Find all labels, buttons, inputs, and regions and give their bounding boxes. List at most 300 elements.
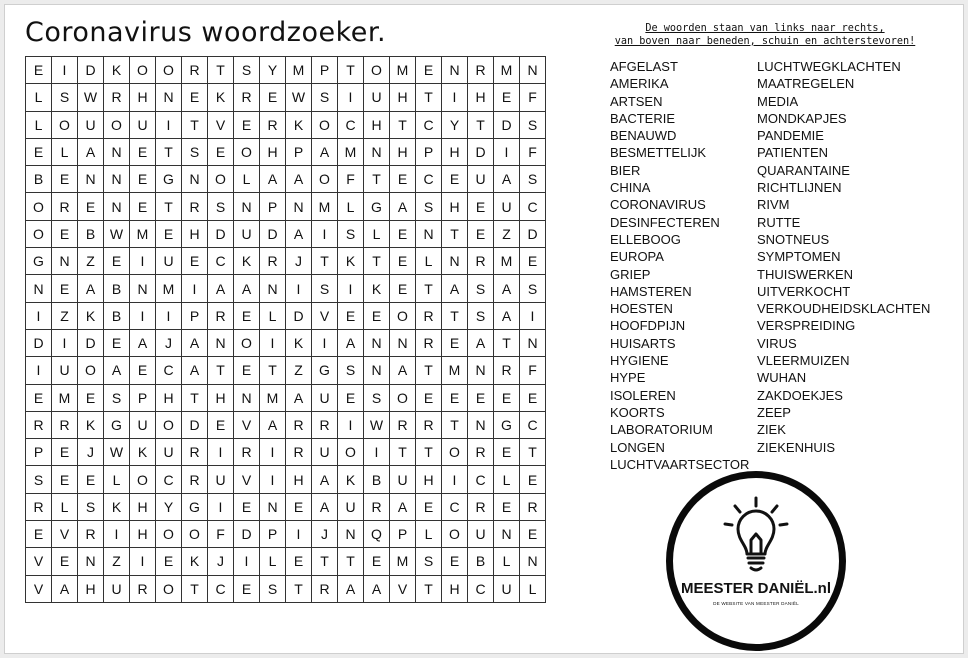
- grid-cell[interactable]: A: [286, 384, 312, 411]
- grid-cell[interactable]: O: [442, 521, 468, 548]
- grid-cell[interactable]: D: [182, 411, 208, 438]
- grid-cell[interactable]: I: [26, 302, 52, 329]
- grid-cell[interactable]: R: [312, 575, 338, 602]
- grid-cell[interactable]: N: [338, 521, 364, 548]
- grid-cell[interactable]: R: [286, 439, 312, 466]
- grid-cell[interactable]: A: [312, 493, 338, 520]
- grid-cell[interactable]: E: [130, 357, 156, 384]
- grid-cell[interactable]: K: [208, 84, 234, 111]
- grid-cell[interactable]: R: [26, 493, 52, 520]
- grid-cell[interactable]: U: [234, 220, 260, 247]
- grid-cell[interactable]: P: [390, 521, 416, 548]
- grid-cell[interactable]: R: [130, 575, 156, 602]
- grid-cell[interactable]: T: [364, 248, 390, 275]
- grid-cell[interactable]: B: [104, 302, 130, 329]
- grid-cell[interactable]: V: [234, 466, 260, 493]
- grid-cell[interactable]: E: [234, 302, 260, 329]
- grid-cell[interactable]: S: [26, 466, 52, 493]
- grid-cell[interactable]: U: [130, 411, 156, 438]
- grid-cell[interactable]: R: [468, 248, 494, 275]
- grid-cell[interactable]: Y: [260, 57, 286, 84]
- grid-cell[interactable]: N: [364, 329, 390, 356]
- grid-cell[interactable]: M: [494, 248, 520, 275]
- grid-cell[interactable]: H: [468, 84, 494, 111]
- grid-cell[interactable]: T: [312, 548, 338, 575]
- grid-cell[interactable]: S: [520, 111, 546, 138]
- grid-cell[interactable]: O: [156, 411, 182, 438]
- grid-cell[interactable]: E: [182, 84, 208, 111]
- grid-cell[interactable]: E: [234, 357, 260, 384]
- grid-cell[interactable]: R: [26, 411, 52, 438]
- grid-cell[interactable]: R: [390, 411, 416, 438]
- grid-cell[interactable]: O: [156, 57, 182, 84]
- grid-cell[interactable]: L: [260, 302, 286, 329]
- grid-cell[interactable]: E: [442, 548, 468, 575]
- grid-cell[interactable]: O: [130, 57, 156, 84]
- grid-cell[interactable]: D: [234, 521, 260, 548]
- grid-cell[interactable]: T: [416, 357, 442, 384]
- grid-cell[interactable]: R: [234, 84, 260, 111]
- grid-cell[interactable]: A: [390, 493, 416, 520]
- grid-cell[interactable]: C: [468, 575, 494, 602]
- grid-cell[interactable]: E: [416, 57, 442, 84]
- grid-cell[interactable]: V: [26, 548, 52, 575]
- grid-cell[interactable]: R: [260, 111, 286, 138]
- grid-cell[interactable]: I: [130, 302, 156, 329]
- grid-cell[interactable]: R: [312, 411, 338, 438]
- grid-cell[interactable]: E: [520, 466, 546, 493]
- grid-cell[interactable]: M: [286, 57, 312, 84]
- grid-cell[interactable]: N: [442, 248, 468, 275]
- grid-cell[interactable]: S: [260, 575, 286, 602]
- grid-cell[interactable]: N: [260, 493, 286, 520]
- grid-cell[interactable]: E: [390, 275, 416, 302]
- grid-cell[interactable]: I: [286, 275, 312, 302]
- grid-cell[interactable]: M: [390, 57, 416, 84]
- grid-cell[interactable]: I: [208, 493, 234, 520]
- grid-cell[interactable]: P: [260, 521, 286, 548]
- grid-cell[interactable]: W: [104, 439, 130, 466]
- grid-cell[interactable]: H: [182, 220, 208, 247]
- grid-cell[interactable]: E: [286, 493, 312, 520]
- grid-cell[interactable]: E: [26, 384, 52, 411]
- grid-cell[interactable]: E: [234, 575, 260, 602]
- grid-cell[interactable]: E: [208, 411, 234, 438]
- grid-cell[interactable]: I: [130, 548, 156, 575]
- grid-cell[interactable]: N: [364, 357, 390, 384]
- grid-cell[interactable]: L: [494, 548, 520, 575]
- grid-cell[interactable]: H: [442, 575, 468, 602]
- grid-cell[interactable]: T: [182, 575, 208, 602]
- grid-cell[interactable]: T: [520, 439, 546, 466]
- grid-cell[interactable]: P: [312, 57, 338, 84]
- grid-cell[interactable]: D: [494, 111, 520, 138]
- grid-cell[interactable]: J: [286, 248, 312, 275]
- grid-cell[interactable]: D: [78, 57, 104, 84]
- grid-cell[interactable]: I: [260, 466, 286, 493]
- grid-cell[interactable]: O: [234, 138, 260, 165]
- grid-cell[interactable]: N: [520, 57, 546, 84]
- grid-cell[interactable]: E: [520, 521, 546, 548]
- grid-cell[interactable]: E: [494, 493, 520, 520]
- grid-cell[interactable]: E: [442, 384, 468, 411]
- grid-cell[interactable]: E: [364, 302, 390, 329]
- grid-cell[interactable]: N: [78, 548, 104, 575]
- grid-cell[interactable]: O: [390, 302, 416, 329]
- grid-cell[interactable]: I: [442, 466, 468, 493]
- grid-cell[interactable]: O: [26, 193, 52, 220]
- grid-cell[interactable]: T: [156, 193, 182, 220]
- grid-cell[interactable]: I: [520, 302, 546, 329]
- grid-cell[interactable]: C: [208, 248, 234, 275]
- grid-cell[interactable]: A: [260, 166, 286, 193]
- grid-cell[interactable]: E: [52, 220, 78, 247]
- grid-cell[interactable]: I: [156, 111, 182, 138]
- grid-cell[interactable]: R: [416, 329, 442, 356]
- grid-cell[interactable]: T: [364, 166, 390, 193]
- grid-cell[interactable]: A: [338, 329, 364, 356]
- grid-cell[interactable]: F: [520, 357, 546, 384]
- grid-cell[interactable]: U: [156, 248, 182, 275]
- grid-cell[interactable]: G: [364, 193, 390, 220]
- grid-cell[interactable]: A: [260, 411, 286, 438]
- grid-cell[interactable]: M: [312, 193, 338, 220]
- grid-cell[interactable]: S: [416, 193, 442, 220]
- grid-cell[interactable]: C: [208, 575, 234, 602]
- grid-cell[interactable]: H: [130, 521, 156, 548]
- grid-cell[interactable]: E: [26, 57, 52, 84]
- grid-cell[interactable]: A: [468, 329, 494, 356]
- grid-cell[interactable]: L: [52, 138, 78, 165]
- grid-cell[interactable]: N: [390, 329, 416, 356]
- grid-cell[interactable]: L: [52, 493, 78, 520]
- grid-cell[interactable]: U: [468, 166, 494, 193]
- grid-cell[interactable]: B: [104, 275, 130, 302]
- grid-cell[interactable]: A: [104, 357, 130, 384]
- grid-cell[interactable]: C: [338, 111, 364, 138]
- grid-cell[interactable]: C: [520, 411, 546, 438]
- grid-cell[interactable]: B: [364, 466, 390, 493]
- grid-cell[interactable]: H: [390, 138, 416, 165]
- grid-cell[interactable]: C: [468, 466, 494, 493]
- grid-cell[interactable]: O: [312, 111, 338, 138]
- grid-cell[interactable]: M: [260, 384, 286, 411]
- grid-cell[interactable]: S: [520, 166, 546, 193]
- grid-cell[interactable]: E: [442, 329, 468, 356]
- grid-cell[interactable]: E: [468, 193, 494, 220]
- grid-cell[interactable]: B: [26, 166, 52, 193]
- grid-cell[interactable]: L: [416, 521, 442, 548]
- grid-cell[interactable]: M: [130, 220, 156, 247]
- grid-cell[interactable]: R: [52, 411, 78, 438]
- grid-cell[interactable]: I: [286, 521, 312, 548]
- grid-cell[interactable]: K: [130, 439, 156, 466]
- grid-cell[interactable]: E: [130, 193, 156, 220]
- grid-cell[interactable]: H: [416, 466, 442, 493]
- grid-cell[interactable]: R: [286, 411, 312, 438]
- grid-cell[interactable]: E: [338, 302, 364, 329]
- grid-cell[interactable]: E: [52, 275, 78, 302]
- grid-cell[interactable]: E: [78, 384, 104, 411]
- grid-cell[interactable]: A: [494, 302, 520, 329]
- grid-cell[interactable]: D: [520, 220, 546, 247]
- grid-cell[interactable]: E: [338, 384, 364, 411]
- grid-cell[interactable]: L: [520, 575, 546, 602]
- grid-cell[interactable]: Z: [52, 302, 78, 329]
- grid-cell[interactable]: O: [78, 357, 104, 384]
- grid-cell[interactable]: S: [52, 84, 78, 111]
- grid-cell[interactable]: S: [208, 193, 234, 220]
- grid-cell[interactable]: I: [234, 548, 260, 575]
- grid-cell[interactable]: W: [364, 411, 390, 438]
- grid-cell[interactable]: N: [156, 84, 182, 111]
- grid-cell[interactable]: U: [364, 84, 390, 111]
- grid-cell[interactable]: V: [390, 575, 416, 602]
- grid-cell[interactable]: T: [468, 111, 494, 138]
- grid-cell[interactable]: P: [416, 138, 442, 165]
- grid-cell[interactable]: I: [364, 439, 390, 466]
- grid-cell[interactable]: N: [520, 548, 546, 575]
- grid-cell[interactable]: E: [468, 384, 494, 411]
- grid-cell[interactable]: D: [286, 302, 312, 329]
- grid-cell[interactable]: T: [390, 111, 416, 138]
- grid-cell[interactable]: R: [364, 493, 390, 520]
- grid-cell[interactable]: L: [364, 220, 390, 247]
- grid-cell[interactable]: O: [156, 575, 182, 602]
- grid-cell[interactable]: E: [390, 220, 416, 247]
- grid-cell[interactable]: I: [52, 329, 78, 356]
- grid-cell[interactable]: H: [364, 111, 390, 138]
- grid-cell[interactable]: K: [338, 466, 364, 493]
- grid-cell[interactable]: L: [260, 548, 286, 575]
- grid-cell[interactable]: S: [520, 275, 546, 302]
- grid-cell[interactable]: A: [234, 275, 260, 302]
- grid-cell[interactable]: S: [234, 57, 260, 84]
- grid-cell[interactable]: W: [286, 84, 312, 111]
- grid-cell[interactable]: K: [234, 248, 260, 275]
- grid-cell[interactable]: L: [338, 193, 364, 220]
- grid-cell[interactable]: H: [208, 384, 234, 411]
- grid-cell[interactable]: O: [364, 57, 390, 84]
- grid-cell[interactable]: M: [442, 357, 468, 384]
- grid-cell[interactable]: J: [312, 521, 338, 548]
- grid-cell[interactable]: N: [208, 329, 234, 356]
- grid-cell[interactable]: E: [52, 166, 78, 193]
- grid-cell[interactable]: S: [312, 84, 338, 111]
- grid-cell[interactable]: E: [234, 111, 260, 138]
- grid-cell[interactable]: S: [416, 548, 442, 575]
- grid-cell[interactable]: L: [26, 84, 52, 111]
- grid-cell[interactable]: N: [520, 329, 546, 356]
- grid-cell[interactable]: N: [78, 166, 104, 193]
- grid-cell[interactable]: R: [182, 193, 208, 220]
- grid-cell[interactable]: W: [78, 84, 104, 111]
- grid-cell[interactable]: T: [182, 384, 208, 411]
- grid-cell[interactable]: I: [338, 275, 364, 302]
- grid-cell[interactable]: R: [234, 439, 260, 466]
- grid-cell[interactable]: F: [338, 166, 364, 193]
- grid-cell[interactable]: N: [494, 521, 520, 548]
- grid-cell[interactable]: N: [468, 357, 494, 384]
- grid-cell[interactable]: B: [78, 220, 104, 247]
- grid-cell[interactable]: V: [208, 111, 234, 138]
- grid-cell[interactable]: T: [338, 548, 364, 575]
- grid-cell[interactable]: A: [390, 193, 416, 220]
- grid-cell[interactable]: U: [390, 466, 416, 493]
- grid-cell[interactable]: H: [78, 575, 104, 602]
- grid-cell[interactable]: C: [442, 493, 468, 520]
- grid-cell[interactable]: L: [26, 111, 52, 138]
- grid-cell[interactable]: V: [234, 411, 260, 438]
- grid-cell[interactable]: E: [182, 248, 208, 275]
- grid-cell[interactable]: S: [364, 384, 390, 411]
- grid-cell[interactable]: A: [52, 575, 78, 602]
- grid-cell[interactable]: O: [104, 111, 130, 138]
- grid-cell[interactable]: R: [468, 57, 494, 84]
- grid-cell[interactable]: H: [130, 493, 156, 520]
- grid-cell[interactable]: Z: [78, 248, 104, 275]
- grid-cell[interactable]: K: [364, 275, 390, 302]
- grid-cell[interactable]: V: [312, 302, 338, 329]
- grid-cell[interactable]: N: [286, 193, 312, 220]
- grid-cell[interactable]: H: [260, 138, 286, 165]
- grid-cell[interactable]: K: [286, 111, 312, 138]
- grid-cell[interactable]: I: [26, 357, 52, 384]
- grid-cell[interactable]: C: [156, 357, 182, 384]
- grid-cell[interactable]: N: [182, 166, 208, 193]
- grid-cell[interactable]: P: [260, 193, 286, 220]
- grid-cell[interactable]: I: [494, 138, 520, 165]
- grid-cell[interactable]: G: [182, 493, 208, 520]
- grid-cell[interactable]: E: [26, 138, 52, 165]
- grid-cell[interactable]: G: [156, 166, 182, 193]
- grid-cell[interactable]: E: [52, 548, 78, 575]
- grid-cell[interactable]: A: [182, 357, 208, 384]
- grid-cell[interactable]: T: [494, 329, 520, 356]
- grid-cell[interactable]: E: [52, 439, 78, 466]
- grid-cell[interactable]: E: [494, 384, 520, 411]
- grid-cell[interactable]: S: [182, 138, 208, 165]
- grid-cell[interactable]: C: [520, 193, 546, 220]
- grid-cell[interactable]: O: [156, 521, 182, 548]
- grid-cell[interactable]: E: [130, 138, 156, 165]
- grid-cell[interactable]: E: [286, 548, 312, 575]
- grid-cell[interactable]: I: [156, 302, 182, 329]
- grid-cell[interactable]: E: [260, 84, 286, 111]
- grid-cell[interactable]: A: [182, 329, 208, 356]
- grid-cell[interactable]: T: [260, 357, 286, 384]
- grid-cell[interactable]: I: [338, 84, 364, 111]
- grid-cell[interactable]: L: [104, 466, 130, 493]
- grid-cell[interactable]: W: [104, 220, 130, 247]
- grid-cell[interactable]: G: [104, 411, 130, 438]
- grid-cell[interactable]: U: [312, 439, 338, 466]
- grid-cell[interactable]: T: [208, 57, 234, 84]
- grid-cell[interactable]: A: [286, 166, 312, 193]
- grid-cell[interactable]: I: [338, 411, 364, 438]
- grid-cell[interactable]: N: [104, 193, 130, 220]
- grid-cell[interactable]: N: [26, 275, 52, 302]
- grid-cell[interactable]: K: [182, 548, 208, 575]
- grid-cell[interactable]: E: [520, 248, 546, 275]
- grid-cell[interactable]: I: [130, 248, 156, 275]
- grid-cell[interactable]: A: [364, 575, 390, 602]
- grid-cell[interactable]: R: [520, 493, 546, 520]
- grid-cell[interactable]: N: [52, 248, 78, 275]
- grid-cell[interactable]: I: [312, 329, 338, 356]
- grid-cell[interactable]: S: [104, 384, 130, 411]
- grid-cell[interactable]: U: [156, 439, 182, 466]
- grid-cell[interactable]: R: [416, 411, 442, 438]
- grid-cell[interactable]: E: [494, 84, 520, 111]
- grid-cell[interactable]: A: [390, 357, 416, 384]
- grid-cell[interactable]: T: [338, 57, 364, 84]
- grid-cell[interactable]: S: [468, 275, 494, 302]
- grid-cell[interactable]: J: [78, 439, 104, 466]
- grid-cell[interactable]: Y: [156, 493, 182, 520]
- grid-cell[interactable]: P: [182, 302, 208, 329]
- grid-cell[interactable]: Z: [104, 548, 130, 575]
- grid-cell[interactable]: O: [312, 166, 338, 193]
- grid-cell[interactable]: N: [234, 384, 260, 411]
- grid-cell[interactable]: N: [130, 275, 156, 302]
- grid-cell[interactable]: R: [494, 357, 520, 384]
- grid-cell[interactable]: A: [78, 275, 104, 302]
- grid-cell[interactable]: N: [260, 275, 286, 302]
- grid-cell[interactable]: E: [416, 384, 442, 411]
- grid-cell[interactable]: T: [286, 575, 312, 602]
- grid-cell[interactable]: D: [78, 329, 104, 356]
- grid-cell[interactable]: E: [234, 493, 260, 520]
- grid-cell[interactable]: E: [416, 493, 442, 520]
- grid-cell[interactable]: A: [494, 166, 520, 193]
- grid-cell[interactable]: I: [442, 84, 468, 111]
- grid-cell[interactable]: R: [182, 57, 208, 84]
- grid-cell[interactable]: T: [416, 575, 442, 602]
- grid-cell[interactable]: T: [312, 248, 338, 275]
- grid-cell[interactable]: O: [52, 111, 78, 138]
- grid-cell[interactable]: E: [156, 548, 182, 575]
- grid-cell[interactable]: T: [416, 439, 442, 466]
- grid-cell[interactable]: O: [442, 439, 468, 466]
- grid-cell[interactable]: S: [338, 220, 364, 247]
- grid-cell[interactable]: A: [312, 138, 338, 165]
- grid-cell[interactable]: U: [494, 575, 520, 602]
- grid-cell[interactable]: O: [390, 384, 416, 411]
- grid-cell[interactable]: K: [338, 248, 364, 275]
- grid-cell[interactable]: A: [442, 275, 468, 302]
- grid-cell[interactable]: A: [312, 466, 338, 493]
- grid-cell[interactable]: F: [520, 138, 546, 165]
- grid-cell[interactable]: A: [130, 329, 156, 356]
- grid-cell[interactable]: I: [52, 57, 78, 84]
- grid-cell[interactable]: U: [78, 111, 104, 138]
- grid-cell[interactable]: R: [260, 248, 286, 275]
- grid-cell[interactable]: R: [468, 439, 494, 466]
- grid-cell[interactable]: M: [494, 57, 520, 84]
- grid-cell[interactable]: L: [494, 466, 520, 493]
- grid-cell[interactable]: H: [286, 466, 312, 493]
- grid-cell[interactable]: S: [78, 493, 104, 520]
- grid-cell[interactable]: C: [416, 166, 442, 193]
- grid-cell[interactable]: H: [442, 138, 468, 165]
- grid-cell[interactable]: I: [260, 329, 286, 356]
- grid-cell[interactable]: U: [494, 193, 520, 220]
- grid-cell[interactable]: E: [78, 466, 104, 493]
- grid-cell[interactable]: N: [364, 138, 390, 165]
- grid-cell[interactable]: T: [442, 220, 468, 247]
- grid-cell[interactable]: D: [468, 138, 494, 165]
